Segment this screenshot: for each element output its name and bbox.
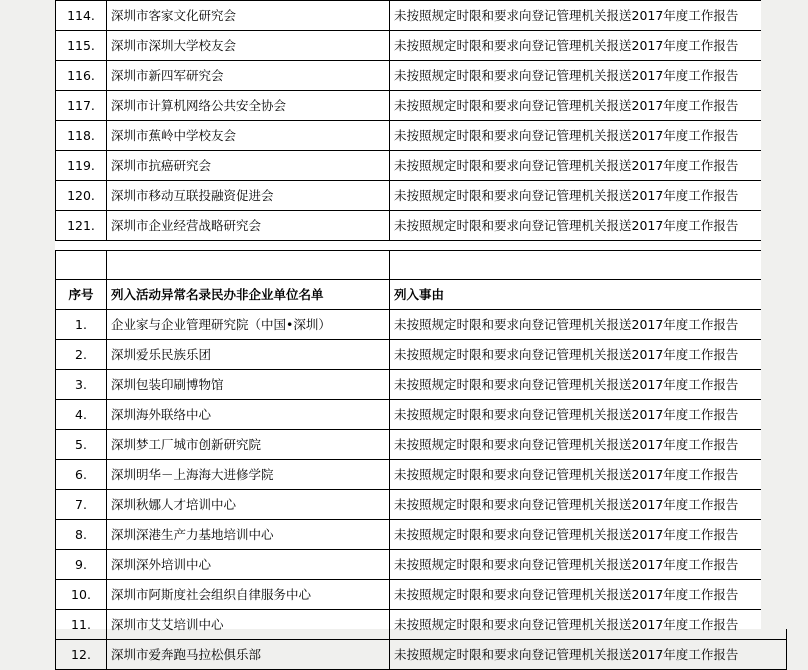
row-number: 117. bbox=[56, 91, 107, 121]
table-row bbox=[56, 550, 787, 580]
organization-name: 深圳包装印刷博物馆 bbox=[107, 370, 390, 400]
row-number: 12. bbox=[56, 640, 107, 670]
table-row bbox=[56, 640, 787, 670]
listing-reason: 未按照规定时限和要求向登记管理机关报送2017年度工作报告 bbox=[390, 61, 787, 91]
organization-name: 深圳市爱奔跑马拉松俱乐部 bbox=[107, 640, 390, 670]
listing-reason: 未按照规定时限和要求向登记管理机关报送2017年度工作报告 bbox=[390, 580, 787, 610]
table-row bbox=[56, 181, 787, 211]
table-row bbox=[56, 211, 787, 241]
listing-reason: 未按照规定时限和要求向登记管理机关报送2017年度工作报告 bbox=[390, 211, 787, 241]
row-number: 118. bbox=[56, 121, 107, 151]
listing-reason: 未按照规定时限和要求向登记管理机关报送2017年度工作报告 bbox=[390, 91, 787, 121]
table-header-row bbox=[56, 280, 787, 310]
right-margin bbox=[761, 0, 808, 629]
document-sheet bbox=[55, 0, 761, 670]
row-number: 121. bbox=[56, 211, 107, 241]
table-separator bbox=[55, 241, 761, 250]
listing-reason: 未按照规定时限和要求向登记管理机关报送2017年度工作报告 bbox=[390, 151, 787, 181]
table-row bbox=[56, 1, 787, 31]
organization-name: 深圳市企业经营战略研究会 bbox=[107, 211, 390, 241]
row-number: 5. bbox=[56, 430, 107, 460]
listing-reason: 未按照规定时限和要求向登记管理机关报送2017年度工作报告 bbox=[390, 490, 787, 520]
row-number: 3. bbox=[56, 370, 107, 400]
listing-reason: 未按照规定时限和要求向登记管理机关报送2017年度工作报告 bbox=[390, 340, 787, 370]
organization-name: 深圳明华－上海海大进修学院 bbox=[107, 460, 390, 490]
listing-reason: 未按照规定时限和要求向登记管理机关报送2017年度工作报告 bbox=[390, 550, 787, 580]
table-row bbox=[56, 61, 787, 91]
table-row bbox=[56, 310, 787, 340]
listing-reason: 未按照规定时限和要求向登记管理机关报送2017年度工作报告 bbox=[390, 400, 787, 430]
listing-reason: 未按照规定时限和要求向登记管理机关报送2017年度工作报告 bbox=[390, 640, 787, 670]
listing-reason: 未按照规定时限和要求向登记管理机关报送2017年度工作报告 bbox=[390, 460, 787, 490]
table-row bbox=[56, 340, 787, 370]
header-name: 列入活动异常名录民办非企业单位名单 bbox=[107, 280, 390, 310]
table-row bbox=[56, 490, 787, 520]
organization-name: 深圳深港生产力基地培训中心 bbox=[107, 520, 390, 550]
blank-cell-number bbox=[56, 251, 107, 280]
organization-name: 深圳市抗癌研究会 bbox=[107, 151, 390, 181]
left-margin bbox=[0, 0, 55, 629]
listing-reason: 未按照规定时限和要求向登记管理机关报送2017年度工作报告 bbox=[390, 121, 787, 151]
blank-cell-name bbox=[107, 251, 390, 280]
private-non-enterprise-table-body bbox=[56, 251, 787, 670]
listing-reason: 未按照规定时限和要求向登记管理机关报送2017年度工作报告 bbox=[390, 610, 787, 640]
social-organizations-table bbox=[55, 0, 787, 241]
listing-reason: 未按照规定时限和要求向登记管理机关报送2017年度工作报告 bbox=[390, 430, 787, 460]
private-non-enterprise-table bbox=[55, 250, 787, 670]
row-number: 8. bbox=[56, 520, 107, 550]
table-row bbox=[56, 520, 787, 550]
organization-name: 深圳市客家文化研究会 bbox=[107, 1, 390, 31]
table-row bbox=[56, 610, 787, 640]
organization-name: 深圳海外联络中心 bbox=[107, 400, 390, 430]
table-row bbox=[56, 151, 787, 181]
header-reason: 列入事由 bbox=[390, 280, 787, 310]
social-organizations-table-body bbox=[56, 1, 787, 241]
organization-name: 深圳市新四军研究会 bbox=[107, 61, 390, 91]
listing-reason: 未按照规定时限和要求向登记管理机关报送2017年度工作报告 bbox=[390, 520, 787, 550]
row-number: 2. bbox=[56, 340, 107, 370]
organization-name: 深圳深外培训中心 bbox=[107, 550, 390, 580]
organization-name: 深圳市阿斯度社会组织自律服务中心 bbox=[107, 580, 390, 610]
table-row bbox=[56, 91, 787, 121]
organization-name: 企业家与企业管理研究院（中国•深圳） bbox=[107, 310, 390, 340]
table-row bbox=[56, 430, 787, 460]
row-number: 115. bbox=[56, 31, 107, 61]
row-number: 9. bbox=[56, 550, 107, 580]
organization-name: 深圳梦工厂城市创新研究院 bbox=[107, 430, 390, 460]
header-number: 序号 bbox=[56, 280, 107, 310]
organization-name: 深圳爱乐民族乐团 bbox=[107, 340, 390, 370]
table-row bbox=[56, 580, 787, 610]
row-number: 4. bbox=[56, 400, 107, 430]
organization-name: 深圳市艾艾培训中心 bbox=[107, 610, 390, 640]
organization-name: 深圳市蕉岭中学校友会 bbox=[107, 121, 390, 151]
listing-reason: 未按照规定时限和要求向登记管理机关报送2017年度工作报告 bbox=[390, 310, 787, 340]
row-number: 120. bbox=[56, 181, 107, 211]
table-row bbox=[56, 121, 787, 151]
row-number: 119. bbox=[56, 151, 107, 181]
table-blank-row bbox=[56, 251, 787, 280]
row-number: 1. bbox=[56, 310, 107, 340]
blank-cell-reason bbox=[390, 251, 787, 280]
row-number: 11. bbox=[56, 610, 107, 640]
table-row bbox=[56, 460, 787, 490]
row-number: 7. bbox=[56, 490, 107, 520]
table-row bbox=[56, 370, 787, 400]
row-number: 116. bbox=[56, 61, 107, 91]
listing-reason: 未按照规定时限和要求向登记管理机关报送2017年度工作报告 bbox=[390, 181, 787, 211]
row-number: 114. bbox=[56, 1, 107, 31]
row-number: 10. bbox=[56, 580, 107, 610]
listing-reason: 未按照规定时限和要求向登记管理机关报送2017年度工作报告 bbox=[390, 31, 787, 61]
organization-name: 深圳秋娜人才培训中心 bbox=[107, 490, 390, 520]
table-row bbox=[56, 400, 787, 430]
organization-name: 深圳市计算机网络公共安全协会 bbox=[107, 91, 390, 121]
organization-name: 深圳市深圳大学校友会 bbox=[107, 31, 390, 61]
organization-name: 深圳市移动互联投融资促进会 bbox=[107, 181, 390, 211]
row-number: 6. bbox=[56, 460, 107, 490]
listing-reason: 未按照规定时限和要求向登记管理机关报送2017年度工作报告 bbox=[390, 1, 787, 31]
table-row bbox=[56, 31, 787, 61]
listing-reason: 未按照规定时限和要求向登记管理机关报送2017年度工作报告 bbox=[390, 370, 787, 400]
